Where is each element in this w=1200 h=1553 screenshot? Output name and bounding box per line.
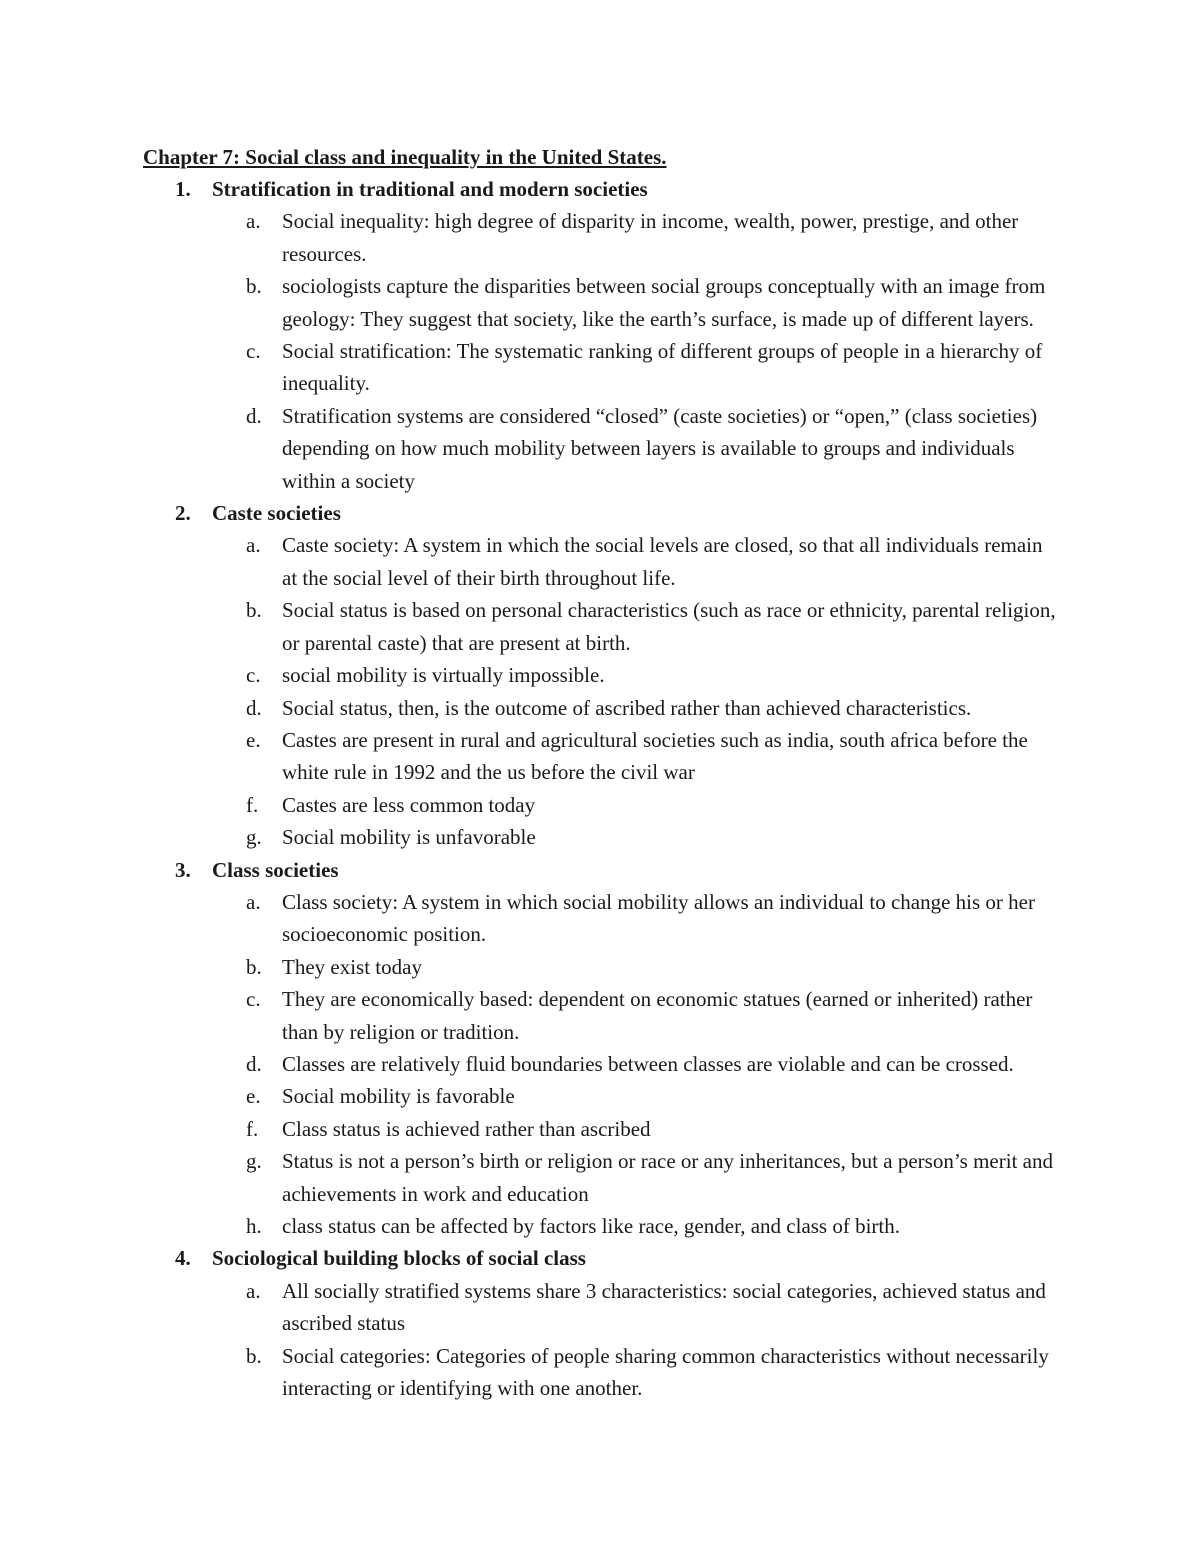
list-item <box>143 724 1063 789</box>
section-heading <box>143 497 1063 529</box>
section-title: Sociological building blocks of social class <box>212 1246 586 1271</box>
list-item <box>143 1080 1063 1112</box>
item-letter: d. <box>246 1051 262 1076</box>
item-letter: d. <box>246 695 262 720</box>
section-title: Stratification in traditional and modern societies <box>212 177 648 201</box>
list-item <box>143 983 1063 1048</box>
item-text: Class status is achieved rather than ascribed <box>282 1116 651 1141</box>
item-letter: g. <box>246 825 262 850</box>
item-letter: a. <box>246 209 261 234</box>
item-letter: g. <box>246 1149 262 1174</box>
list-item <box>143 529 1063 594</box>
list-item <box>143 1145 1063 1210</box>
section-number: 2. <box>175 501 191 526</box>
list-item <box>143 400 1063 497</box>
section-heading <box>143 1242 1063 1274</box>
item-text: They are economically based: dependent on economic statues (earned or inherited) rather than by religion or tradition. <box>282 987 1033 1044</box>
item-letter: c. <box>246 987 261 1012</box>
list-item <box>143 886 1063 951</box>
section-number: 1. <box>175 177 191 201</box>
section-title: Caste societies <box>212 501 341 526</box>
item-letter: h. <box>246 1214 262 1238</box>
item-letter: e. <box>246 727 261 752</box>
item-letter: a. <box>246 889 261 914</box>
list-item <box>143 821 1063 853</box>
item-letter: b. <box>246 1343 262 1368</box>
item-letter: e. <box>246 1084 261 1109</box>
list-item <box>143 1048 1063 1080</box>
outline-section <box>143 497 1063 853</box>
item-text: Social mobility is favorable <box>282 1084 515 1109</box>
list-item <box>143 951 1063 983</box>
item-text: Social mobility is unfavorable <box>282 825 536 850</box>
item-text: social mobility is virtually impossible. <box>282 663 605 688</box>
item-letter: f. <box>246 1116 259 1141</box>
list-item <box>143 1113 1063 1145</box>
item-letter: b. <box>246 274 262 299</box>
item-text: Social categories: Categories of people sharing common characteristics without necessarily interacting or identifying with one another. <box>282 1343 1049 1401</box>
section-number: 4. <box>175 1246 191 1271</box>
list-item <box>143 1210 1063 1242</box>
item-text: Caste society: A system in which the social levels are closed, so that all individuals remain at the social level of their birth throughout life. <box>282 533 1043 590</box>
outline-section <box>143 1242 1063 1404</box>
item-letter: a. <box>246 1278 261 1303</box>
item-letter: b. <box>246 954 262 979</box>
list-item <box>143 270 1063 335</box>
list-item <box>143 789 1063 821</box>
item-letter: b. <box>246 598 262 623</box>
item-text: Social status, then, is the outcome of ascribed rather than achieved characteristics. <box>282 695 972 720</box>
item-text: Stratification systems are considered “closed” (caste societies) or “open,” (class societies) depending on how much mobility between layers is available to groups and individuals within a society <box>282 403 1038 493</box>
outline-section <box>143 854 1063 1243</box>
item-text: sociologists capture the disparities between social groups conceptually with an image from geology: They suggest that society, like the earth’s surface, is made up of different layers. <box>282 274 1046 331</box>
section-number: 3. <box>175 857 191 882</box>
item-text: Social stratification: The systematic ranking of different groups of people in a hierarchy of inequality. <box>282 339 1043 396</box>
section-title: Class societies <box>212 857 339 882</box>
item-letter: f. <box>246 792 259 817</box>
item-text: Classes are relatively fluid boundaries between classes are violable and can be crossed. <box>282 1051 1014 1076</box>
list-item <box>143 205 1063 270</box>
outline-list <box>143 173 1063 1404</box>
outline-section <box>143 173 1063 497</box>
item-letter: d. <box>246 403 262 428</box>
item-letter: a. <box>246 533 261 558</box>
item-text: Castes are less common today <box>282 792 536 817</box>
item-text: They exist today <box>282 954 422 979</box>
item-text: All socially stratified systems share 3 characteristics: social categories, achieved status and ascribed status <box>282 1278 1046 1336</box>
list-item <box>143 594 1063 659</box>
section-heading <box>143 173 1063 205</box>
section-heading <box>143 854 1063 886</box>
item-text: Status is not a person’s birth or religion or race or any inheritances, but a person’s merit and achievements in work and education <box>282 1149 1053 1206</box>
item-text: Castes are present in rural and agricultural societies such as india, south africa before the white rule in 1992 and the us before the civil war <box>282 727 1028 785</box>
item-text: Social inequality: high degree of disparity in income, wealth, power, prestige, and other resources. <box>282 209 1019 266</box>
item-text: Class society: A system in which social mobility allows an individual to change his or her socioeconomic position. <box>282 889 1035 947</box>
item-text: class status can be affected by factors like race, gender, and class of birth. <box>282 1214 901 1238</box>
list-item <box>143 659 1063 691</box>
page-title: Chapter 7: Social class and inequality in the United States. <box>143 145 667 169</box>
item-text: Social status is based on personal characteristics (such as race or ethnicity, parental religion, or parental caste) that are present at birth. <box>282 598 1056 655</box>
list-item <box>143 335 1063 400</box>
list-item <box>143 1275 1063 1340</box>
list-item <box>143 1340 1063 1405</box>
list-item <box>143 692 1063 724</box>
item-letter: c. <box>246 663 261 688</box>
item-letter: c. <box>246 339 261 364</box>
